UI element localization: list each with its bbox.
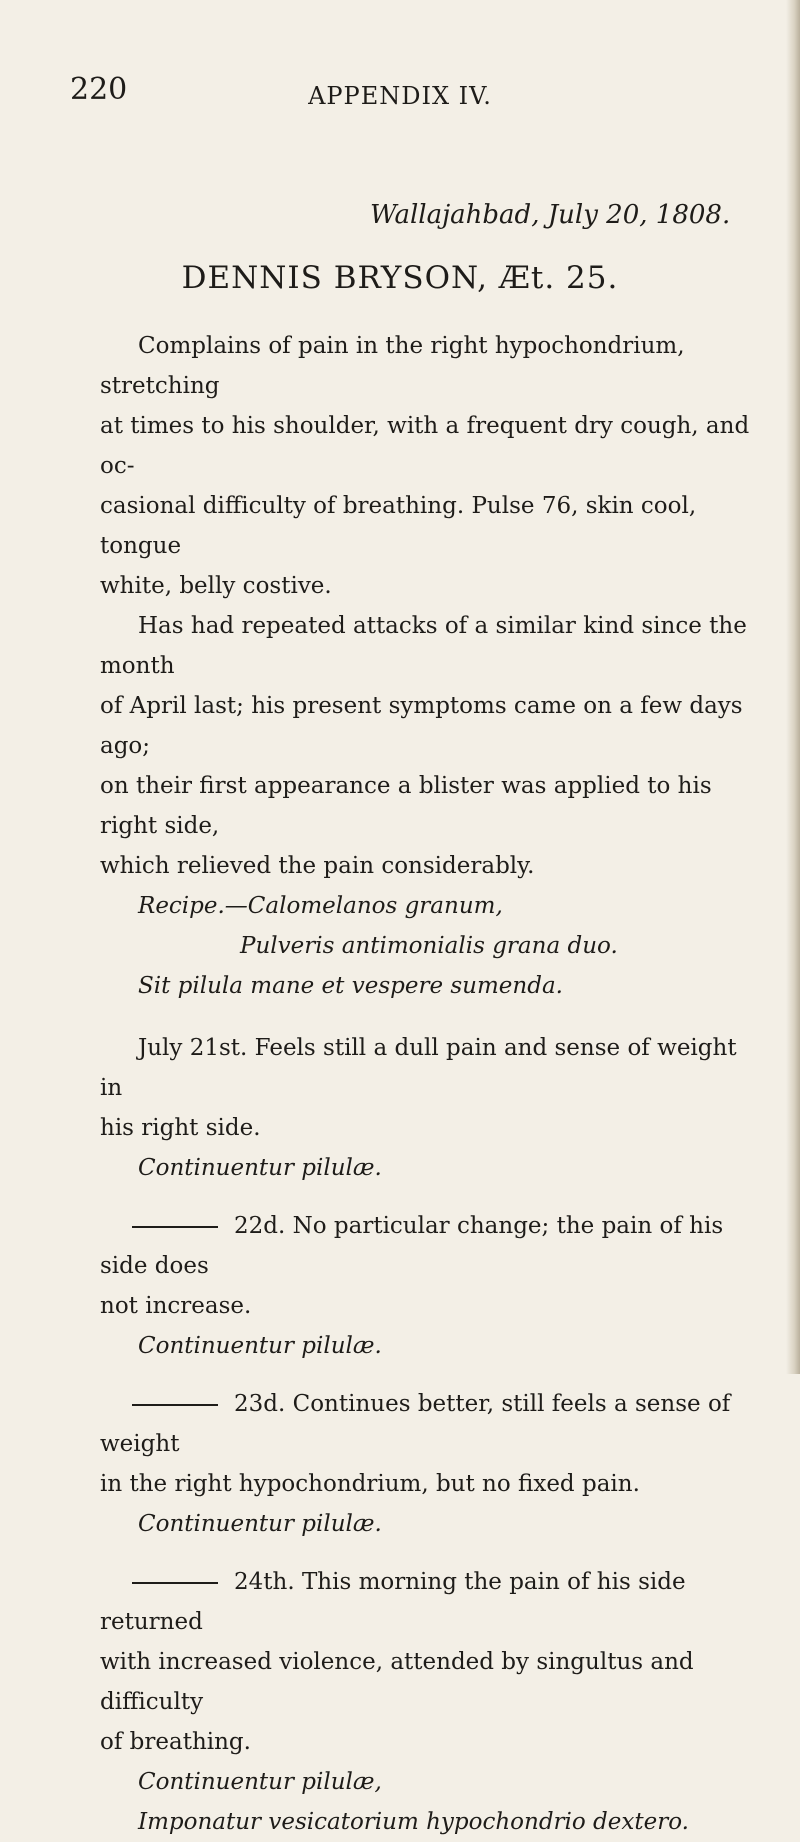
entry-july-21: July 21st. Feels still a dull pain and sense of weight in	[100, 1035, 737, 1101]
ditto-dash	[132, 1582, 218, 1584]
complaint-line: at times to his shoulder, with a frequent dry cough, and oc-	[100, 413, 750, 479]
entry-july-22: 22d. No particular change; the pain of his side does	[100, 1213, 724, 1279]
entry-july-21: his right side.	[100, 1115, 261, 1141]
entry-july-24: with increased violence, attended by singultus and difficulty	[100, 1649, 694, 1715]
page-number: 220	[70, 72, 128, 107]
page-edge	[786, 0, 800, 1374]
entry-july-22: not increase.	[100, 1293, 252, 1319]
prescription-line: Continuentur pilulæ.	[138, 1155, 382, 1181]
complaint-line: casional difficulty of breathing. Pulse 76, skin cool, tongue	[100, 493, 697, 559]
patient-heading: DENNIS BRYSON, Æt. 25.	[181, 260, 619, 296]
prescription-line: Continuentur pilulæ.	[138, 1333, 382, 1359]
running-title: APPENDIX IV.	[308, 82, 492, 110]
dateline: Wallajahbad, July 20, 1808.	[370, 200, 731, 230]
history-line: on their first appearance a blister was applied to his right side,	[100, 773, 712, 839]
recipe-line: Sit pilula mane et vespere sumenda.	[138, 973, 563, 999]
ditto-dash	[132, 1404, 218, 1406]
entry-july-24: 24th. This morning the pain of his side returned	[100, 1569, 686, 1635]
entry-july-23: in the right hypochondrium, but no fixed pain.	[100, 1471, 640, 1497]
complaint-line: Complains of pain in the right hypochondrium, stretching	[100, 333, 685, 399]
entry-july-24: of breathing.	[100, 1729, 251, 1755]
history-line: Has had repeated attacks of a similar kind since the month	[100, 613, 747, 679]
case-notes	[100, 326, 760, 1842]
prescription-line: Imponatur vesicatorium hypochondrio dextero.	[138, 1809, 689, 1835]
ditto-dash	[132, 1226, 218, 1228]
prescription-line: Continuentur pilulæ.	[138, 1511, 382, 1537]
entry-july-23: 23d. Continues better, still feels a sense of weight	[100, 1391, 731, 1457]
complaint-line: white, belly costive.	[100, 573, 332, 599]
prescription-line: Continuentur pilulæ,	[138, 1769, 382, 1795]
history-line: which relieved the pain considerably.	[100, 853, 535, 879]
recipe-line: Recipe.—Calomelanos granum,	[138, 893, 503, 919]
history-line: of April last; his present symptoms came on a few days ago;	[100, 693, 743, 759]
recipe-line: Pulveris antimonialis grana duo.	[240, 933, 618, 959]
